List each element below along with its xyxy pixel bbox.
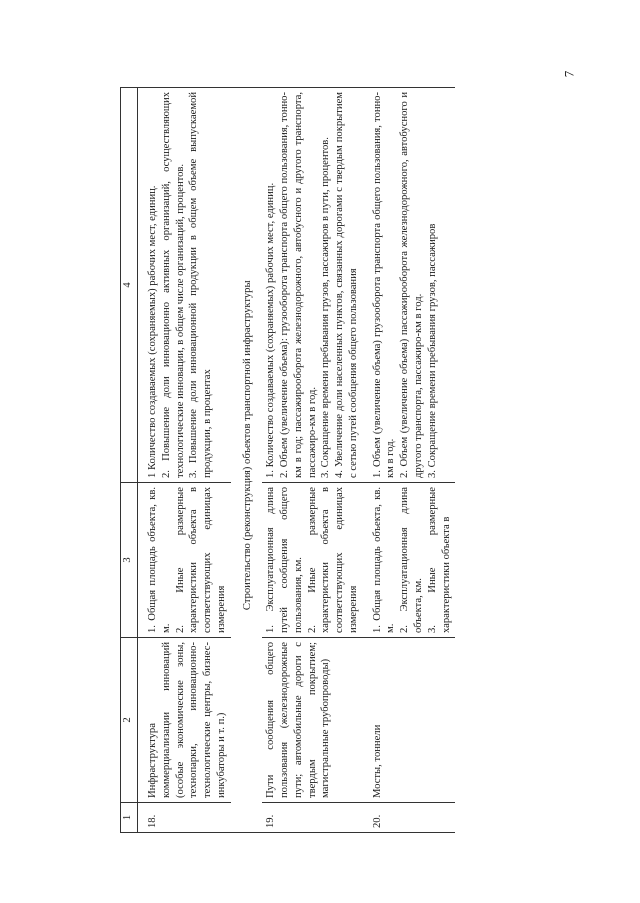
indicator-item: 2. Объем (увеличение объема): грузооборота транспорта общего пользования, тонно-км в год; пассажирооборота железнодорожного, автобусного и другого транспорта, пассажиро-км в год. (279, 92, 318, 478)
indicator-item: 2. Повышение доли инновационно активных организаций, осуществляющих технологические инновации, в общем числе организаций, процентов. (160, 92, 186, 478)
header-col-4: 4 (121, 88, 138, 483)
measure-item: 1. Общая площадь объекта, кв. м. (147, 487, 172, 633)
row-number: 20. (369, 803, 456, 833)
measure-item: 1. Общая площадь объекта, кв. м. (371, 487, 397, 633)
header-col-3: 3 (121, 483, 138, 638)
indicators-cell (369, 88, 456, 483)
section-row (231, 88, 263, 833)
indicators-cell (262, 88, 362, 483)
section-title: Строительство (реконструкция) объектов транспортной инфраструктуры (231, 88, 263, 803)
indicator-item: 3. Сокращение времени пребывания грузов, пассажиров в пути, процентов. (320, 137, 332, 478)
measures-cell (144, 483, 231, 638)
indicator-item: 3. Сокращение времени пребывания грузов, пассажиров (426, 223, 438, 478)
measure-item: 2. Иные размерные характеристики объекта в соответствующих единицах измерения (306, 487, 359, 633)
header-col-2: 2 (121, 638, 138, 803)
indicators-cell (144, 88, 231, 483)
row-number: 18. (144, 803, 231, 833)
measure-item: 2. Иные размерные характеристики объекта в соответствующих единицах измерения (174, 487, 227, 633)
header-row (121, 88, 138, 833)
page-number: 7 (560, 70, 576, 78)
regulation-table (120, 87, 455, 833)
indicator-item: 3. Повышение доли инновационной продукции в общем объеме выпускаемой продукции, в процентах (188, 92, 214, 478)
table-row-20 (369, 88, 456, 833)
object-type: Пути сообщения общего пользования (железнодорожные пути; автомобильные дороги с твердым покрытием; магистральные трубопроводы) (262, 638, 362, 803)
measure-item: 3. Иные размерные характеристики объекта в (426, 487, 452, 633)
indicator-item: 1. Объем (увеличение объема) грузооборота транспорта общего пользования, тонно-км в год. (371, 92, 397, 478)
measures-cell (369, 483, 456, 638)
indicator-item: 1. Количество создаваемых (сохраняемых) рабочих мест, единиц. (265, 182, 277, 478)
object-type: Инфраструктура коммерциализации инноваций (особые экономические зоны, технопарки, инновационно-технологические центры, бизнес-инкубаторы и т. п.) (144, 638, 231, 803)
rotated-page (120, 88, 637, 833)
header-col-1: 1 (121, 803, 138, 833)
object-type: Мосты, тоннели (369, 638, 456, 803)
row-number: 19. (262, 803, 362, 833)
measures-cell (262, 483, 362, 638)
table-row-19 (262, 88, 362, 833)
table-row-18 (144, 88, 231, 833)
indicator-item: 1 Количество создаваемых (сохраняемых) рабочих мест, единиц. (147, 185, 158, 478)
measure-item: 2. Эксплуатационная длина объекта, км. (399, 487, 425, 633)
measure-item: 1. Эксплуатационная длина путей сообщения общего пользования, км. (265, 487, 304, 633)
indicator-item: 2. Объем (увеличение объема) пассажирооборота железнодорожного, автобусного и другого транспорта, пассажиро-км в год. (399, 92, 425, 478)
indicator-item: 4. Увеличение доли населенных пунктов, связанных дорогами с твердым покрытием с сетью путей сообщения общего пользования (334, 92, 359, 478)
